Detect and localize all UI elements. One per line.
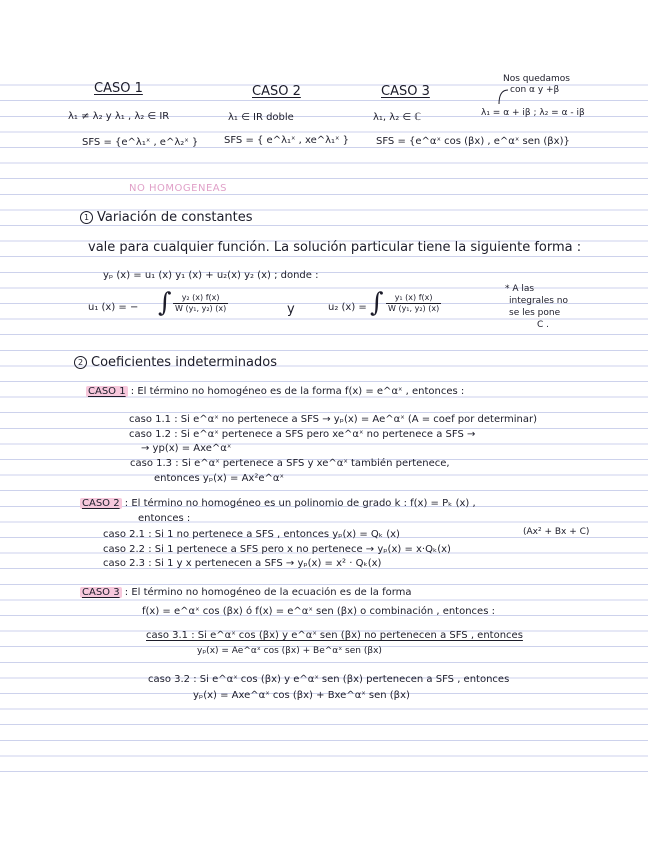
- sfs-caso1: SFS = {e^λ₁ˣ , e^λ₂ˣ }: [82, 137, 199, 148]
- integrals-note-line3: se les pone: [509, 308, 561, 318]
- header-caso3: CASO 3: [381, 84, 430, 99]
- condition-caso3-roots: λ₁ = α + iβ ; λ₂ = α - iβ: [481, 108, 585, 118]
- curved-arrow-icon: [496, 88, 510, 106]
- u1-fraction: [173, 293, 228, 314]
- note-quedamos-line2: con α y +β: [510, 85, 560, 95]
- u1-numerator: y₂ (x) f(x): [173, 293, 228, 304]
- caso-3-1-text: caso 3.1 : Si e^αˣ cos (βx) y e^αˣ sen (βx) no pertenecen a SFS , entonces: [146, 630, 523, 641]
- caso3-forms: f(x) = e^αˣ cos (βx) ó f(x) = e^αˣ sen (βx) o combinación , entonces :: [142, 606, 495, 617]
- condition-caso1: λ₁ ≠ λ₂ y λ₁ , λ₂ ∈ IR: [68, 111, 170, 122]
- caso-3-2-result: yₚ(x) = Axe^αˣ cos (βx) + Bxe^αˣ sen (βx): [193, 690, 410, 701]
- integral-sign: ∫: [158, 288, 172, 318]
- header-caso1: CASO 1: [94, 81, 143, 96]
- section2-heading: [74, 355, 277, 370]
- u2-numerator: y₁ (x) f(x): [386, 293, 441, 304]
- caso-2-1: caso 2.1 : Si 1 no pertenece a SFS , entonces yₚ(x) = Qₖ (x): [103, 529, 400, 540]
- section2-number: 2: [74, 356, 87, 369]
- caso2-text: : El término no homogéneo es un polinomio de grado k : f(x) = Pₖ (x) ,: [124, 498, 476, 509]
- caso-3-2: [148, 674, 509, 686]
- section2-title: Coeficientes indeterminados: [91, 355, 277, 370]
- integrals-note-line1: * A las: [505, 284, 535, 294]
- caso-1-2-result: → yp(x) = Axe^αˣ: [141, 443, 232, 454]
- integrals-note-line4: C .: [537, 320, 550, 330]
- caso3-label: CASO 3: [82, 587, 120, 598]
- sfs-caso2: SFS = { e^λ₁ˣ , xe^λ₁ˣ }: [224, 135, 350, 146]
- caso1-text: : El término no homogéneo es de la forma f(x) = e^αˣ , entonces :: [130, 386, 465, 397]
- note-quedamos-line1: Nos quedamos: [503, 74, 570, 84]
- section1-title: Variación de constantes: [97, 210, 253, 225]
- caso-1-2: caso 1.2 : Si e^αˣ pertenece a SFS pero xe^αˣ no pertenece a SFS →: [129, 429, 476, 440]
- caso3-text: : El término no homogéneo de la ecuación es de la forma: [124, 587, 412, 598]
- caso2-label: CASO 2: [82, 498, 120, 509]
- caso1-label: CASO 1: [88, 386, 126, 397]
- caso-3-2-text: caso 3.2 : Si e^αˣ cos (βx) y e^αˣ sen (βx) pertenecen a SFS , entonces: [148, 674, 510, 685]
- sfs-caso3: SFS = {e^αˣ cos (βx) , e^αˣ sen (βx)}: [376, 136, 570, 147]
- caso-3-1-result: yₚ(x) = Ae^αˣ cos (βx) + Be^αˣ sen (βx): [197, 646, 382, 656]
- caso-1-1: caso 1.1 : Si e^αˣ no pertenece a SFS → yₚ(x) = Ae^αˣ (A = coef por determinar): [129, 414, 538, 425]
- caso-3-1: [146, 630, 523, 642]
- caso2-statement: [80, 498, 476, 510]
- condition-caso3: λ₁, λ₂ ∈ ℂ: [373, 112, 422, 123]
- caso-1-3: caso 1.3 : Si e^αˣ pertenece a SFS y xe^αˣ también pertenece,: [130, 458, 450, 469]
- no-homogeneas-title: NO HOMOGENEAS: [129, 183, 227, 194]
- integrals-note-line2: integrales no: [509, 296, 568, 306]
- integral-sign: ∫: [370, 288, 384, 318]
- caso1-statement: [86, 386, 464, 398]
- caso-2-3: caso 2.3 : Si 1 y x pertenecen a SFS → yₚ(x) = x² · Qₖ(x): [103, 558, 382, 569]
- condition-caso2: λ₁ ∈ IR doble: [228, 112, 294, 123]
- u2-lhs: u₂ (x) =: [328, 302, 367, 313]
- caso3-statement: [80, 587, 412, 599]
- header-caso2: CASO 2: [252, 84, 301, 99]
- caso2-then: entonces :: [138, 513, 191, 524]
- section1-number: 1: [80, 211, 93, 224]
- caso-2-2: caso 2.2 : Si 1 pertenece a SFS pero x no pertenece → yₚ(x) = x·Qₖ(x): [103, 544, 451, 555]
- caso-2-1-note: (Ax² + Bx + C): [523, 527, 590, 537]
- u1-denominator: W (y₁, y₂) (x): [175, 304, 227, 313]
- and-word: y: [287, 302, 295, 317]
- u1-lhs: u₁ (x) = −: [88, 302, 139, 313]
- section1-intro: vale para cualquier función. La solución particular tiene la siguiente forma :: [88, 240, 582, 255]
- u2-denominator: W (y₁, y₂) (x): [388, 304, 440, 313]
- yp-formula: yₚ (x) = u₁ (x) y₁ (x) + u₂(x) y₂ (x) ; donde :: [103, 270, 319, 281]
- caso-1-3-result: entonces yₚ(x) = Ax²e^αˣ: [154, 473, 284, 484]
- u2-fraction: [386, 293, 441, 314]
- section1-heading: [80, 210, 253, 225]
